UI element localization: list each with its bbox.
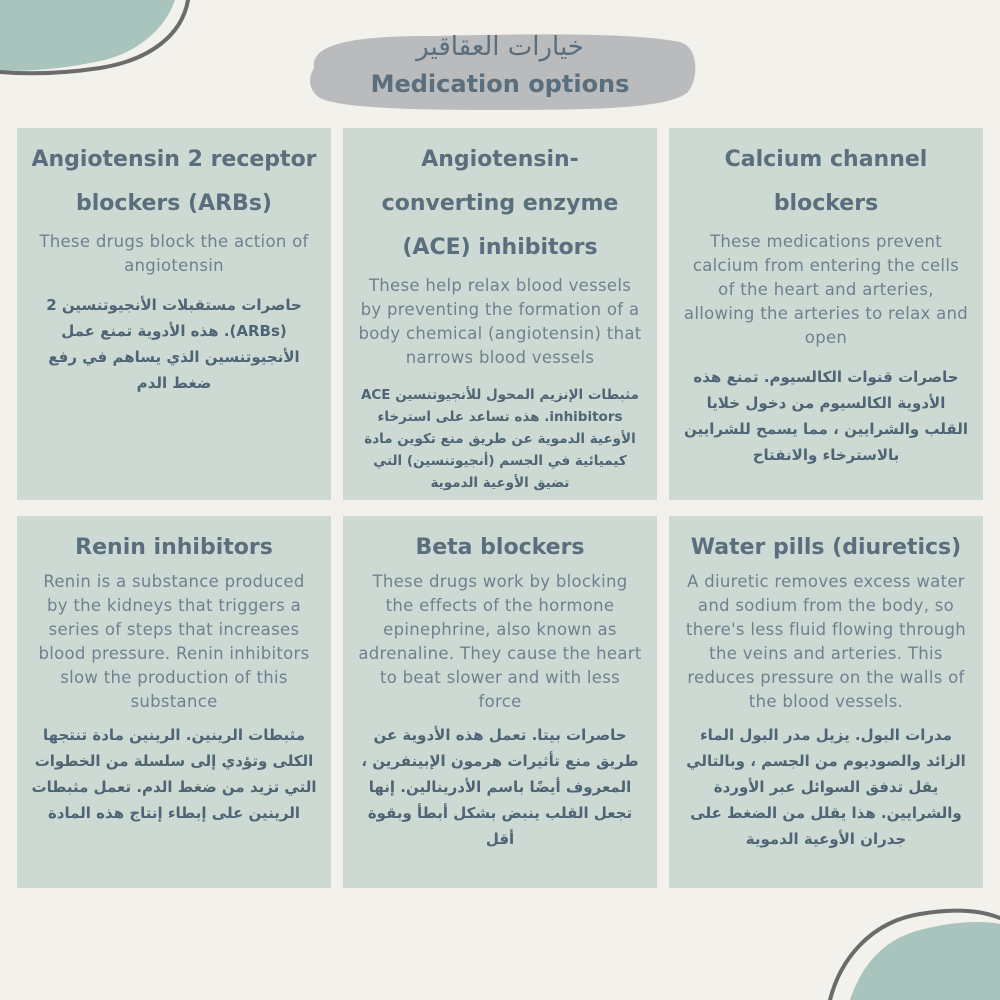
card-description-ar: مدرات البول. يزيل مدر البول الماء الزائد والصوديوم من الجسم ، وبالتالي يقل تدفق السوائل عبر الأوردة والشرايين. هذا يقلل من الضغط على جدران الأوعية الدموية (686, 726, 966, 848)
card-title: Water pills (diuretics) (690, 535, 962, 560)
card-ace-inhibitors (343, 128, 657, 500)
card-description-en: A diuretic removes excess water and sodium from the body, so there's less fluid flowing through the veins and arteries. This reduces pressure on the walls of the blood vessels. (685, 572, 967, 711)
title-english: Medication options (370, 70, 630, 98)
card-beta-blockers (343, 516, 657, 888)
decorative-blob-top-left (0, 0, 200, 80)
card-description-ar: مثبطات الإنزيم المحول للأنجيوتنسين ACE inhibitors. هذه تساعد على استرخاء الأوعية الدموية عن طريق منع تكوين مادة كيميائية في الجسم (أنجيوتنسين) التي تضيق الأوعية الدموية (360, 387, 640, 491)
card-description-ar: حاصرات بيتا. تعمل هذه الأدوية عن طريق منع تأثيرات هرمون الإبينفرين ، المعروف أيضًا باسم الأدرينالين. إنها تجعل القلب ينبض بشكل أبطأ وبقوة أقل (361, 726, 639, 848)
card-description-ar: مثبطات الرينين. الرينين مادة تنتجها الكلى وتؤدي إلى سلسلة من الخطوات التي تزيد من ضغط الدم. تعمل مثبطات الرينين على إبطاء إنتاج هذه المادة (31, 726, 317, 822)
card-description-en: These drugs block the action of angiotensin (39, 232, 309, 275)
decorative-blob-bottom-right (820, 900, 1000, 1000)
card-description-en: These help relax blood vessels by preventing the formation of a body chemical (angiotensin) that narrows blood vessels (358, 276, 642, 367)
card-title: Beta blockers (415, 535, 585, 560)
card-water-pills (669, 516, 983, 888)
card-description-en: These medications prevent calcium from entering the cells of the heart and arteries, allowing the arteries to relax and open (683, 232, 969, 347)
card-calcium-channel-blockers (669, 128, 983, 500)
page-title (300, 28, 700, 114)
card-description-ar: حاصرات قنوات الكالسيوم. تمنع هذه الأدوية الكالسيوم من دخول خلايا القلب والشرايين ، مما يسمح للشرايين بالاسترخاء والانفتاح (684, 368, 968, 464)
card-description-en: Renin is a substance produced by the kidneys that triggers a series of steps that increases blood pressure. Renin inhibitors slow the production of this substance (38, 572, 310, 711)
title-arabic: خيارات العقاقير (416, 32, 584, 62)
card-renin-inhibitors (17, 516, 331, 888)
card-title: Calcium channel blockers (724, 147, 928, 216)
card-title: Renin inhibitors (75, 535, 273, 560)
card-arbs (17, 128, 331, 500)
card-title: Angiotensin-converting enzyme (ACE) inhibitors (381, 147, 619, 260)
card-description-ar: حاصرات مستقبلات الأنجيوتنسين 2 (ARBs). هذه الأدوية تمنع عمل الأنجيوتنسين الذي يساهم في رفع ضغط الدم (46, 296, 302, 392)
card-title: Angiotensin 2 receptor blockers (ARBs) (31, 147, 317, 216)
card-description-en: These drugs work by blocking the effects of the hormone epinephrine, also known as adrenaline. They cause the heart to beat slower and with less force (358, 572, 642, 711)
